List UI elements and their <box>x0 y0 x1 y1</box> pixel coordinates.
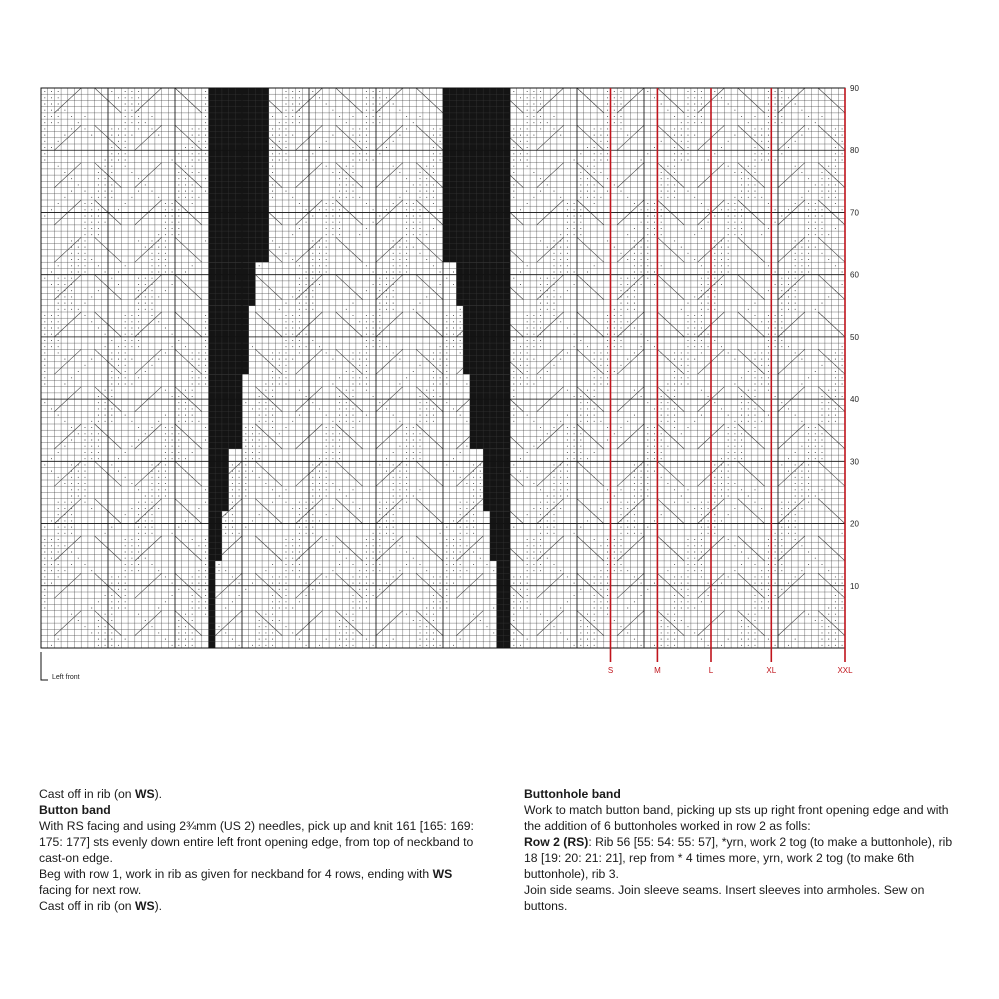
chart-caption-bracket <box>41 652 48 680</box>
row-number-90: 90 <box>850 84 859 93</box>
size-label-xl: XL <box>766 666 777 675</box>
buttonhole-band-para-1: Work to match button band, picking up sts up right front opening edge and with the addition of 6 buttonholes worked in row 2 as folls: <box>524 803 949 833</box>
row-number-20: 20 <box>850 519 859 529</box>
row-number-80: 80 <box>850 146 859 156</box>
buttonhole-row-2: Row 2 (RS): Rib 56 [55: 54: 55: 57], *yrn, work 2 tog (to make a buttonhole), rib 18 [19: 20: 21: 21], rep from * 4 times more, yrn, work 2 tog (to make 6th buttonhole), rib 3. <box>524 835 953 881</box>
row-number-30: 30 <box>850 457 859 467</box>
buttonhole-band-heading: Buttonhole band <box>524 787 621 801</box>
size-label-l: L <box>708 666 714 675</box>
button-band-heading: Button band <box>39 803 111 817</box>
row-number-50: 50 <box>850 332 859 342</box>
button-band-section <box>39 786 484 914</box>
button-band-para-1: With RS facing and using 2¾mm (US 2) needles, pick up and knit 161 [165: 169: 175: 177] sts evenly down entire left front opening edge, from top of neckband to cast-on edge. <box>39 819 474 865</box>
buttonhole-band-section <box>524 786 954 914</box>
row-number-40: 40 <box>850 395 859 405</box>
size-label-xxl: XXL <box>837 666 853 675</box>
chart-caption: Left front <box>52 674 80 681</box>
chart-black-area-right-4 <box>463 306 510 374</box>
size-label-s: S <box>607 666 614 675</box>
cast-off-line-2: Cast off in rib (on WS). <box>39 899 163 913</box>
size-label-m: M <box>654 666 661 675</box>
finishing-para: Join side seams. Join sleeve seams. Insert sleeves into armholes. Sew on buttons. <box>524 883 925 913</box>
row-number-60: 60 <box>850 270 859 280</box>
chart-black-area-left-5 <box>209 262 256 306</box>
row-number-70: 70 <box>850 208 859 218</box>
row-number-10: 10 <box>850 581 859 591</box>
cast-off-line: Cast off in rib (on WS). <box>39 787 163 801</box>
button-band-para-2: Beg with row 1, work in rib as given for neckband for 4 rows, ending with WS facing for next row. <box>39 867 453 897</box>
